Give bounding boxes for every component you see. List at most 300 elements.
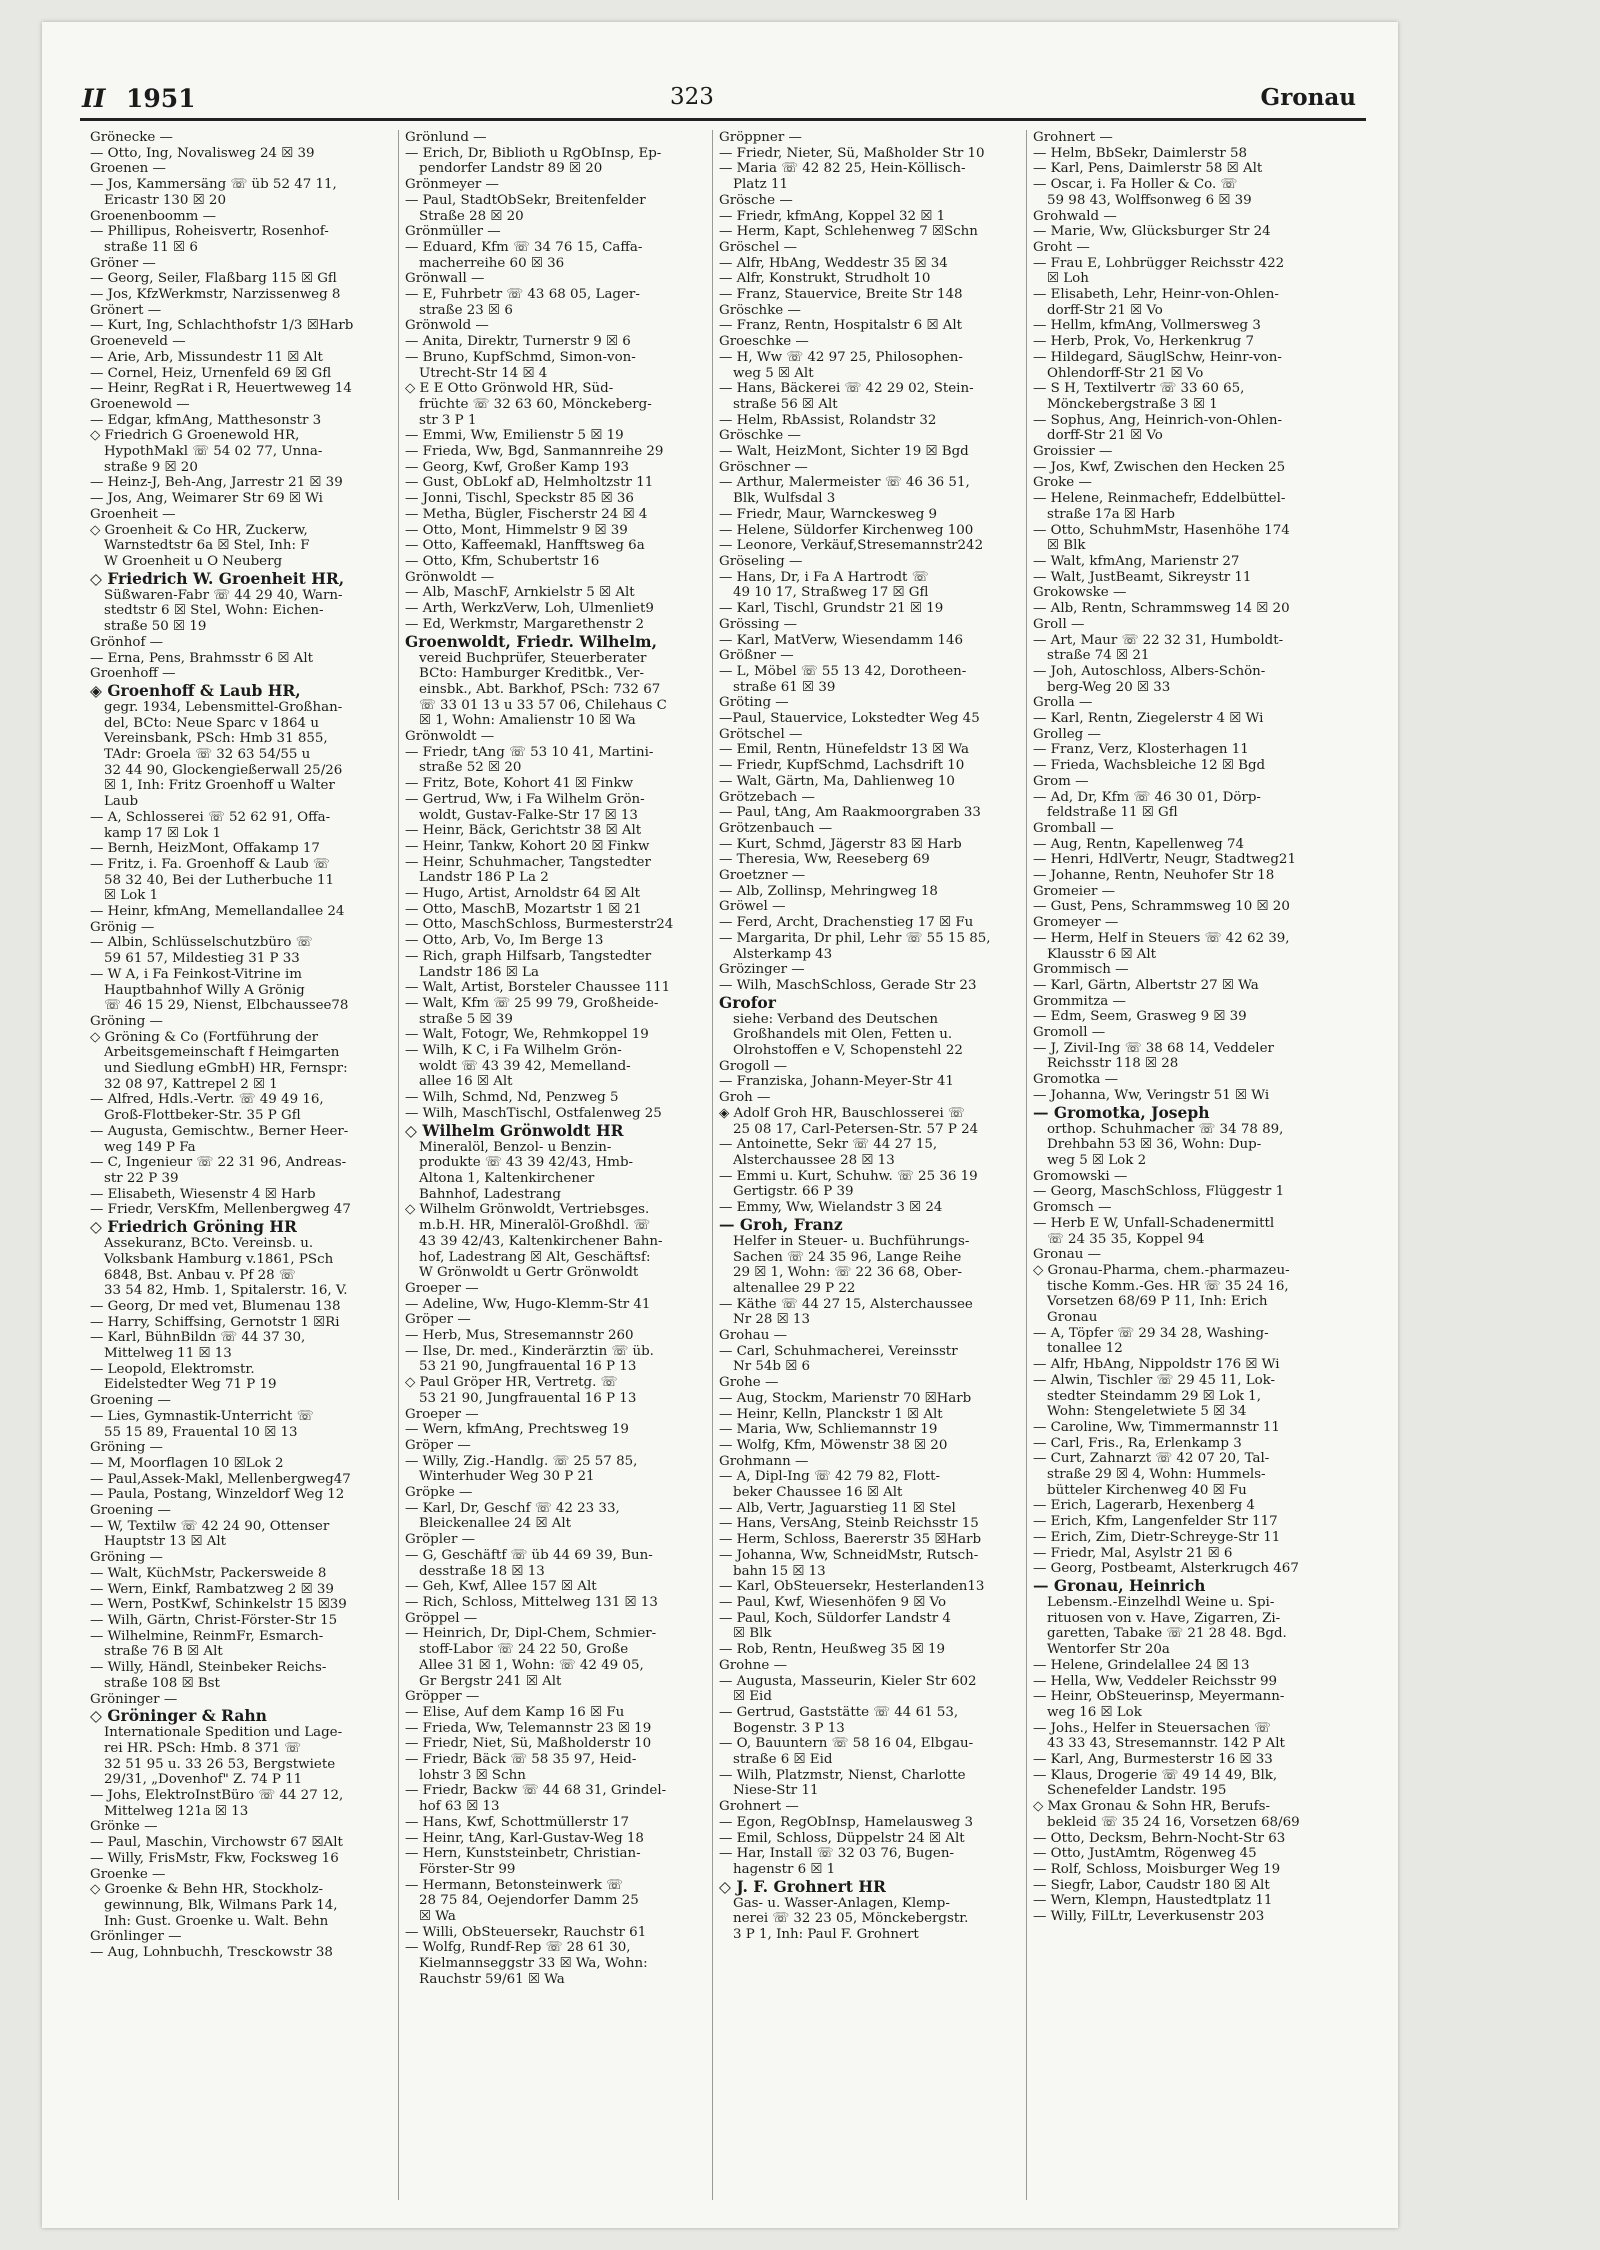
- directory-entry-continuation: ☒ Blk: [733, 1626, 772, 1642]
- directory-entry-line: — Rolf, Schloss, Moisburger Weg 19: [1033, 1861, 1281, 1877]
- directory-entry-line: — Paul, Maschin, Virchowstr 67 ☒Alt: [90, 1835, 343, 1851]
- directory-entry-continuation: TAdr: Groela ☏ 32 63 54/55 u: [104, 747, 311, 763]
- directory-entry-line: — Wilh, Platzmstr, Nienst, Charlotte: [719, 1767, 966, 1783]
- directory-entry-line: Gromeyer —: [1033, 915, 1119, 931]
- directory-entry-continuation: Kielmannseggstr 33 ☒ Wa, Wohn:: [419, 1956, 648, 1972]
- directory-entry-line: — Gertrud, Gaststätte ☏ 44 61 53,: [719, 1704, 959, 1720]
- directory-entry-line: — Wolfg, Rundf-Rep ☏ 28 61 30,: [405, 1940, 631, 1956]
- directory-entry-line: — Wern, kfmAng, Prechtsweg 19: [405, 1422, 629, 1438]
- directory-entry-line: Groissier —: [1033, 444, 1113, 460]
- directory-entry-heading: — Groh, Franz: [719, 1215, 843, 1234]
- directory-entry-continuation: Rauchstr 59/61 ☒ Wa: [419, 1971, 565, 1987]
- directory-entry-line: Grohau —: [719, 1328, 788, 1344]
- directory-entry-line: — Friedr, Bäck ☏ 58 35 97, Heid-: [405, 1752, 637, 1768]
- directory-entry-continuation: Süßwaren-Fabr ☏ 44 29 40, Warn-: [104, 587, 343, 603]
- directory-entry-continuation: altenallee 29 P 22: [733, 1280, 856, 1296]
- directory-entry-continuation: 43 39 42/43, Kaltenkirchener Bahn-: [419, 1233, 663, 1249]
- directory-entry-line: — Friedr, Niet, Sü, Maßholderstr 10: [405, 1736, 652, 1752]
- directory-entry-heading: ◇ J. F. Grohnert HR: [719, 1877, 886, 1896]
- directory-entry-line: Gromowski —: [1033, 1168, 1128, 1184]
- directory-entry-continuation: Gertigstr. 66 P 39: [733, 1184, 854, 1200]
- directory-entry-line: Grönig —: [90, 919, 155, 935]
- directory-entry-line: — Franz, Verz, Klosterhagen 11: [1033, 742, 1249, 758]
- directory-entry-line: Gromeier —: [1033, 883, 1116, 899]
- directory-entry-line: — Aug, Lohnbuchh, Tresckowstr 38: [90, 1945, 333, 1961]
- directory-entry-heading: ◇ Wilhelm Grönwoldt HR: [405, 1121, 624, 1140]
- directory-entry-line: Grönlund —: [405, 130, 487, 145]
- directory-entry-line: — Heinr, ObSteuerinsp, Meyermann-: [1033, 1689, 1285, 1705]
- directory-entry-line: Grötschel —: [719, 726, 803, 742]
- directory-entry-line: — Karl, Ang, Burmesterstr 16 ☒ 33: [1033, 1752, 1273, 1768]
- directory-entry-line: — O, Bauuntern ☏ 58 16 04, Elbgau-: [719, 1736, 974, 1752]
- directory-entry-continuation: 59 61 57, Mildestieg 31 P 33: [104, 951, 300, 967]
- directory-entry-line: Groenke —: [90, 1866, 166, 1882]
- directory-entry-line: — Heinr, Bäck, Gerichtstr 38 ☒ Alt: [405, 823, 642, 839]
- directory-entry-continuation: Mineralöl, Benzol- u Benzin-: [419, 1139, 612, 1155]
- directory-entry-line: — Helene, Süldorfer Kirchenweg 100: [719, 522, 974, 538]
- directory-entry-line: ◇ Max Gronau & Sohn HR, Berufs-: [1033, 1799, 1271, 1815]
- directory-entry-line: — Erich, Kfm, Langenfelder Str 117: [1033, 1514, 1278, 1530]
- directory-entry-line: — Wilh, Gärtn, Christ-Förster-Str 15: [90, 1612, 338, 1628]
- directory-entry-continuation: dorff-Str 21 ☒ Vo: [1047, 302, 1163, 318]
- directory-entry-continuation: bütteler Kirchenweg 40 ☒ Fu: [1047, 1482, 1247, 1498]
- directory-entry-continuation: tische Komm.-Ges. HR ☏ 35 24 16,: [1047, 1278, 1289, 1294]
- directory-entry-line: — Franz, Stauervice, Breite Str 148: [719, 287, 963, 303]
- directory-entry-line: — Erich, Lagerarb, Hexenberg 4: [1033, 1498, 1255, 1514]
- directory-entry-line: — Heinr, RegRat i R, Heuertweweg 14: [90, 381, 352, 397]
- directory-entry-continuation: Gas- u. Wasser-Anlagen, Klemp-: [733, 1895, 950, 1911]
- directory-entry-line: Größner —: [719, 648, 794, 664]
- directory-entry-continuation: Volksbank Hamburg v.1861, PSch: [104, 1251, 334, 1267]
- directory-entry-heading: Grofor: [719, 993, 776, 1012]
- directory-entry-continuation: gegr. 1934, Lebensmittel-Großhan-: [104, 699, 343, 715]
- directory-entry-line: — A, Töpfer ☏ 29 34 28, Washing-: [1033, 1325, 1269, 1341]
- directory-entry-line: — Otto, SchuhmMstr, Hasenhöhe 174: [1033, 522, 1290, 538]
- directory-entry-continuation: ☒ Wa: [419, 1909, 456, 1925]
- directory-entry-continuation: Ericastr 130 ☒ 20: [104, 192, 226, 208]
- directory-entry-line: — Karl, ObSteuersekr, Hesterlanden13: [719, 1579, 985, 1595]
- directory-entry-line: — Wern, PostKwf, Schinkelstr 15 ☒39: [90, 1597, 347, 1613]
- directory-entry-line: — Jos, KfzWerkmstr, Narzissenweg 8: [90, 287, 341, 303]
- directory-entry-line: — Otto, JustAmtm, Rögenweg 45: [1033, 1846, 1257, 1862]
- directory-entry-line: — W A, i Fa Feinkost-Vitrine im: [90, 966, 302, 982]
- directory-entry-line: Grönert —: [90, 302, 162, 318]
- directory-entry-continuation: 33 54 82, Hmb. 1, Spitalerstr. 16, V.: [104, 1283, 348, 1299]
- directory-entry-line: — A, Dipl-Ing ☏ 42 79 82, Flott-: [719, 1469, 941, 1485]
- directory-entry-line: — C, Ingenieur ☏ 22 31 96, Andreas-: [90, 1155, 347, 1171]
- directory-entry-line: Grönwoldt —: [405, 729, 495, 745]
- directory-entry-line: Grommitza —: [1033, 993, 1126, 1009]
- directory-entry-continuation: Hauptstr 13 ☒ Alt: [104, 1534, 227, 1550]
- directory-entry-line: — Bruno, KupfSchmd, Simon-von-: [405, 349, 636, 365]
- directory-entry-line: — Erna, Pens, Brahmsstr 6 ☒ Alt: [90, 650, 313, 666]
- directory-entry-line: — Hildegard, SäuglSchw, Heinr-von-: [1033, 349, 1282, 365]
- directory-entry-line: — Wern, Klempn, Haustedtplatz 11: [1033, 1893, 1273, 1909]
- directory-entry-line: — Kurt, Ing, Schlachthofstr 1/3 ☒Harb: [90, 318, 354, 334]
- directory-entry-continuation: 58 32 40, Bei der Lutherbuche 11: [104, 872, 334, 888]
- directory-entry-line: — Margarita, Dr phil, Lehr ☏ 55 15 85,: [719, 930, 991, 946]
- directory-entry-line: — M, Moorflagen 10 ☒Lok 2: [90, 1455, 284, 1471]
- directory-entry-line: — Sophus, Ang, Heinrich-von-Ohlen-: [1033, 412, 1283, 428]
- directory-entry-continuation: 29 ☒ 1, Wohn: ☏ 22 36 68, Ober-: [733, 1265, 963, 1281]
- directory-entry-line: ◇ Friedrich G Groenewold HR,: [90, 428, 300, 444]
- directory-entry-line: — Augusta, Masseurin, Kieler Str 602: [719, 1673, 977, 1689]
- directory-entry-line: — Paul, Kwf, Wiesenhöfen 9 ☒ Vo: [719, 1594, 947, 1610]
- directory-entry-continuation: stedtstr 6 ☒ Stel, Wohn: Eichen-: [104, 603, 324, 619]
- directory-entry-line: — Alb, MaschF, Arnkielstr 5 ☒ Alt: [405, 585, 635, 601]
- directory-entry-line: — Rich, graph Hilfsarb, Tangstedter: [405, 948, 652, 964]
- directory-entry-line: Gröschner —: [719, 459, 808, 475]
- page-header: [42, 84, 1398, 128]
- directory-entry-line: — Arie, Arb, Missundestr 11 ☒ Alt: [90, 349, 323, 365]
- directory-entry-continuation: Arbeitsgemeinschaft f Heimgarten: [104, 1045, 340, 1061]
- directory-entry-line: — Jos, Kwf, Zwischen den Hecken 25: [1033, 459, 1286, 475]
- directory-entry-line: — Käthe ☏ 44 27 15, Alsterchaussee: [719, 1296, 973, 1312]
- directory-entry-continuation: straße 23 ☒ 6: [419, 302, 513, 318]
- directory-entry-line: — Albin, Schlüsselschutzbüro ☏: [90, 935, 313, 951]
- directory-entry-line: — J, Zivil-Ing ☏ 38 68 14, Veddeler: [1033, 1040, 1274, 1056]
- directory-entry-line: — Johs, ElektroInstBüro ☏ 44 27 12,: [90, 1788, 344, 1804]
- directory-entry-continuation: pendorfer Landstr 89 ☒ 20: [419, 161, 603, 177]
- directory-entry-continuation: Wentorfer Str 20a: [1047, 1642, 1170, 1658]
- directory-entry-continuation: gewinnung, Blk, Wilmans Park 14,: [104, 1897, 338, 1913]
- directory-entry-continuation: weg 16 ☒ Lok: [1047, 1704, 1142, 1720]
- directory-entry-line: Grönmeyer —: [405, 177, 499, 193]
- directory-entry-continuation: Bahnhof, Ladestrang: [419, 1186, 561, 1202]
- directory-entry-line: — Frau E, Lohbrügger Reichsstr 422: [1033, 255, 1285, 271]
- directory-entry-line: — Wilh, MaschTischl, Ostfalenweg 25: [405, 1105, 662, 1121]
- directory-entry-continuation: stoff-Labor ☏ 24 22 50, Große: [419, 1642, 629, 1658]
- directory-entry-line: Grönwall —: [405, 271, 485, 287]
- directory-entry-line: — Carl, Fris., Ra, Erlenkamp 3: [1033, 1435, 1242, 1451]
- directory-entry-continuation: Internationale Spedition und Lage-: [104, 1725, 343, 1741]
- directory-entry-line: — Geh, Kwf, Allee 157 ☒ Alt: [405, 1579, 597, 1595]
- directory-entry-continuation: BCto: Hamburger Kreditbk., Ver-: [419, 666, 644, 682]
- directory-entry-line: Groeper —: [405, 1280, 479, 1296]
- directory-entry-continuation: Straße 28 ☒ 20: [419, 208, 524, 224]
- directory-entry-line: Groetzner —: [719, 868, 806, 884]
- directory-entry-line: Groh —: [719, 1090, 771, 1106]
- directory-entry-continuation: feldstraße 11 ☒ Gfl: [1047, 805, 1178, 821]
- running-head: Gronau: [1260, 84, 1356, 111]
- directory-entry-line: — Theresia, Ww, Reeseberg 69: [719, 852, 930, 868]
- directory-entry-continuation: garetten, Tabake ☏ 21 28 48. Bgd.: [1047, 1626, 1287, 1642]
- column-1: [84, 130, 386, 2200]
- directory-entry-line: — Cornel, Heiz, Urnenfeld 69 ☒ Gfl: [90, 365, 332, 381]
- directory-entry-line: — Carl, Schuhmacherei, Vereinsstr: [719, 1343, 958, 1359]
- directory-entry-continuation: hof, Ladestrang ☒ Alt, Geschäftsf:: [419, 1249, 651, 1265]
- directory-entry-continuation: 25 08 17, Carl-Petersen-Str. 57 P 24: [733, 1121, 979, 1137]
- directory-entry-continuation: ☒ Loh: [1047, 271, 1089, 287]
- directory-entry-line: — Hellm, kfmAng, Vollmersweg 3: [1033, 318, 1261, 334]
- directory-entry-line: — Herm, Helf in Steuers ☏ 42 62 39,: [1033, 930, 1290, 946]
- directory-entry-line: Gröting —: [719, 695, 789, 711]
- directory-entry-line: — Antoinette, Sekr ☏ 44 27 15,: [719, 1137, 938, 1153]
- directory-entry-continuation: Laub: [104, 794, 139, 810]
- directory-entry-line: Grönlinger —: [90, 1929, 182, 1945]
- directory-entry-continuation: ☒ Eid: [733, 1689, 772, 1705]
- directory-entry-continuation: straße 61 ☒ 39: [733, 679, 836, 695]
- directory-entry-line: Gröpler —: [405, 1532, 475, 1548]
- directory-entry-line: Grohmann —: [719, 1453, 809, 1469]
- directory-entry-line: Groenewold —: [90, 396, 190, 412]
- directory-entry-line: — Karl, BühnBildn ☏ 44 37 30,: [90, 1330, 306, 1346]
- volume-number: II: [82, 84, 106, 113]
- directory-entry-line: Grösche —: [719, 192, 793, 208]
- directory-entry-line: — Walt, Gärtn, Ma, Dahlienweg 10: [719, 773, 955, 789]
- directory-entry-continuation: nerei ☏ 32 23 05, Mönckebergstr.: [733, 1911, 969, 1927]
- directory-entry-heading: ◇ Gröninger & Rahn: [90, 1707, 267, 1726]
- directory-entry-line: Grönmüller —: [405, 224, 501, 240]
- year: 1951: [126, 84, 196, 113]
- directory-entry-continuation: tonallee 12: [1047, 1341, 1123, 1357]
- directory-entry-line: Grönke —: [90, 1819, 158, 1835]
- directory-entry-continuation: Inh: Gust. Groenke u. Walt. Behn: [104, 1913, 329, 1929]
- directory-entry-continuation: beker Chaussee 16 ☒ Alt: [733, 1485, 903, 1501]
- directory-entry-line: — Paul, StadtObSekr, Breitenfelder: [405, 192, 646, 208]
- directory-entry-continuation: HypothMakl ☏ 54 02 77, Unna-: [104, 444, 323, 460]
- directory-entry-continuation: m.b.H. HR, Mineralöl-Großhdl. ☏: [419, 1218, 651, 1234]
- directory-entry-line: — Leopold, Elektromstr.: [90, 1361, 255, 1377]
- page-number: 323: [670, 84, 714, 110]
- directory-entry-continuation: straße 6 ☒ Eid: [733, 1752, 833, 1768]
- directory-entry-line: — Friedr, kfmAng, Koppel 32 ☒ 1: [719, 208, 946, 224]
- directory-entry-line: — Arth, WerkzVerw, Loh, Ulmenliet9: [405, 601, 654, 617]
- directory-entry-line: — Friedr, Nieter, Sü, Maßholder Str 10: [719, 145, 985, 161]
- directory-entry-continuation: ☒ Blk: [1047, 538, 1086, 554]
- directory-entry-line: — Hans, Bäckerei ☏ 42 29 02, Stein-: [719, 381, 974, 397]
- directory-entry-line: — Herb, Mus, Stresemannstr 260: [405, 1328, 634, 1344]
- directory-entry-continuation: straße 5 ☒ 39: [419, 1011, 513, 1027]
- directory-entry-continuation: Hauptbahnhof Willy A Grönig: [104, 982, 305, 998]
- directory-entry-line: — Hugo, Artist, Arnoldstr 64 ☒ Alt: [405, 886, 641, 902]
- directory-entry-continuation: rei HR. PSch: Hmb. 8 371 ☏: [104, 1740, 302, 1756]
- directory-entry-continuation: kamp 17 ☒ Lok 1: [104, 825, 222, 841]
- directory-entry-line: — Emil, Schloss, Düppelstr 24 ☒ Alt: [719, 1830, 965, 1846]
- directory-entry-line: — Willy, Zig.-Handlg. ☏ 25 57 85,: [405, 1453, 638, 1469]
- directory-entry-continuation: stedter Steindamm 29 ☒ Lok 1,: [1047, 1388, 1261, 1404]
- directory-entry-continuation: lohstr 3 ☒ Schn: [419, 1767, 526, 1783]
- directory-entry-line: — Otto, MaschB, Mozartstr 1 ☒ 21: [405, 901, 642, 917]
- directory-entry-line: — Rich, Schloss, Mittelweg 131 ☒ 13: [405, 1594, 658, 1610]
- directory-entry-line: — Eduard, Kfm ☏ 34 76 15, Caffa-: [405, 239, 643, 255]
- directory-entry-line: — Otto, Kfm, Schubertstr 16: [405, 553, 600, 569]
- directory-entry-continuation: Utrecht-Str 14 ☒ 4: [419, 365, 548, 381]
- directory-entry-line: — Franziska, Johann-Meyer-Str 41: [719, 1074, 954, 1090]
- directory-entry-line: — Heinr, tAng, Karl-Gustav-Weg 18: [405, 1830, 644, 1846]
- directory-entry-line: Grommisch —: [1033, 962, 1129, 978]
- directory-entry-continuation: ☒ 1, Wohn: Amalienstr 10 ☒ Wa: [419, 713, 636, 729]
- directory-entry-line: Grohe —: [719, 1375, 779, 1391]
- directory-entry-line: — Ed, Werkmstr, Margarethenstr 2: [405, 616, 644, 632]
- directory-entry-line: Gromotka —: [1033, 1072, 1119, 1088]
- directory-entry-line: — Augusta, Gemischtw., Berner Heer-: [90, 1123, 349, 1139]
- directory-entry-continuation: Lebensm.-Einzelhdl Weine u. Spi-: [1047, 1594, 1275, 1610]
- directory-entry-continuation: del, BCto: Neue Sparc v 1864 u: [104, 715, 319, 731]
- directory-entry-line: Grönwoldt —: [405, 569, 495, 585]
- directory-entry-continuation: Ölrohstoffen e V, Schopenstehl 22: [733, 1043, 963, 1059]
- directory-page: [42, 22, 1398, 2228]
- directory-entry-line: — Marie, Ww, Glücksburger Str 24: [1033, 224, 1271, 240]
- directory-entry-continuation: siehe: Verband des Deutschen: [733, 1011, 939, 1027]
- directory-entry-heading: Groenwoldt, Friedr. Wilhelm,: [405, 632, 657, 651]
- directory-entry-line: — Jos, Kammersäng ☏ üb 52 47 11,: [90, 177, 337, 193]
- directory-entry-line: — Paul, Koch, Süldorfer Landstr 4: [719, 1610, 951, 1626]
- directory-entry-line: ◇ E E Otto Grönwold HR, Süd-: [405, 381, 614, 397]
- directory-entry-continuation: Mönckebergstraße 3 ☒ 1: [1047, 396, 1218, 412]
- directory-entry-line: — Wolfg, Kfm, Möwenstr 38 ☒ 20: [719, 1437, 948, 1453]
- directory-entry-line: — Alb, Vertr, Jaguarstieg 11 ☒ Stel: [719, 1500, 956, 1516]
- directory-entry-line: — Fritz, Bote, Kohort 41 ☒ Finkw: [405, 776, 634, 792]
- directory-entry-continuation: weg 149 P Fa: [104, 1139, 196, 1155]
- directory-entry-line: — Johanna, Ww, Veringstr 51 ☒ Wi: [1033, 1087, 1270, 1103]
- directory-entry-line: — Heinz-J, Beh-Ang, Jarrestr 21 ☒ 39: [90, 475, 343, 491]
- directory-entry-line: — Wilhelmine, ReinmFr, Esmarch-: [90, 1628, 324, 1644]
- directory-entry-continuation: rituosen von v. Have, Zigarren, Zi-: [1047, 1610, 1281, 1626]
- directory-entry-line: — W, Textilw ☏ 42 24 90, Ottenser: [90, 1518, 330, 1534]
- directory-entry-continuation: Großhandels mit Ölen, Fetten u.: [733, 1027, 953, 1043]
- directory-entry-line: Gröpke —: [405, 1485, 473, 1501]
- directory-entry-line: — Henri, HdlVertr, Neugr, Stadtweg21: [1033, 852, 1296, 868]
- directory-entry-line: Grolleg —: [1033, 726, 1101, 742]
- directory-entry-line: — Emmi, Ww, Emilienstr 5 ☒ 19: [405, 428, 624, 444]
- directory-entry-line: — Helene, Reinmachefr, Eddelbüttel-: [1033, 491, 1286, 507]
- directory-entry-continuation: woldt ☏ 43 39 42, Memelland-: [419, 1058, 631, 1074]
- directory-entry-heading: — Gromotka, Joseph: [1033, 1103, 1210, 1122]
- directory-entry-line: Gröpper —: [405, 1689, 480, 1705]
- directory-entry-line: — Lies, Gymnastik-Unterricht ☏: [90, 1408, 314, 1424]
- directory-entry-continuation: 29/31, „Dovenhof" Z. 74 P 11: [104, 1772, 303, 1788]
- directory-entry-line: — Herm, Schloss, Baererstr 35 ☒Harb: [719, 1532, 982, 1548]
- directory-entry-continuation: straße 17a ☒ Harb: [1047, 506, 1175, 522]
- directory-entry-continuation: ☒ Lok 1: [104, 888, 159, 904]
- column-3: [712, 130, 1015, 2200]
- directory-entry-line: Grönhof —: [90, 634, 164, 650]
- directory-entry-line: Groll —: [1033, 616, 1085, 632]
- directory-entry-continuation: 6848, Bst. Anbau v. Pf 28 ☏: [104, 1267, 296, 1283]
- directory-entry-line: Grohwald —: [1033, 208, 1117, 224]
- directory-entry-line: — Helm, RbAssist, Rolandstr 32: [719, 412, 937, 428]
- directory-entry-line: Gröschel —: [719, 239, 798, 255]
- directory-entry-line: — Paul, tAng, Am Raakmoorgraben 33: [719, 805, 981, 821]
- directory-entry-line: — Metha, Bügler, Fischerstr 24 ☒ 4: [405, 506, 648, 522]
- directory-entry-line: — Walt, JustBeamt, Sikreystr 11: [1033, 569, 1252, 585]
- directory-entry-line: — Alwin, Tischler ☏ 29 45 11, Lok-: [1033, 1372, 1276, 1388]
- directory-entry-line: Gromball —: [1033, 820, 1114, 836]
- directory-entry-line: Gröning —: [90, 1013, 163, 1029]
- directory-entry-line: — Hans, Kwf, Schottmüllerstr 17: [405, 1814, 630, 1830]
- directory-entry-line: — Maria ☏ 42 82 25, Hein-Köllisch-: [719, 161, 966, 177]
- directory-entry-line: — Georg, Seiler, Flaßbarg 115 ☒ Gfl: [90, 271, 337, 287]
- directory-entry-line: Grogoll —: [719, 1058, 788, 1074]
- directory-entry-continuation: einsbk., Abt. Barkhof, PSch: 732 67: [419, 681, 661, 697]
- directory-entry-line: — Georg, Postbeamt, Alsterkrugch 467: [1033, 1561, 1299, 1577]
- directory-entry-continuation: berg-Weg 20 ☒ 33: [1047, 679, 1171, 695]
- directory-entry-line: — Friedr, KupfSchmd, Lachsdrift 10: [719, 758, 965, 774]
- directory-entry-line: — Otto, Kaffeemakl, Hanfftsweg 6a: [405, 538, 645, 554]
- directory-entry-line: — Frieda, Ww, Bgd, Sanmannreihe 29: [405, 444, 664, 460]
- directory-entry-continuation: str 22 P 39: [104, 1171, 179, 1186]
- directory-entry-continuation: weg 5 ☒ Alt: [733, 365, 814, 381]
- directory-entry-continuation: Assekuranz, BCto. Vereinsb. u.: [104, 1236, 314, 1252]
- directory-entry-line: Groenheit —: [90, 506, 176, 522]
- directory-entry-continuation: Niese-Str 11: [733, 1783, 819, 1799]
- directory-entry-line: Grözinger —: [719, 962, 805, 978]
- directory-entry-heading: ◇ Friedrich W. Groenheit HR,: [90, 569, 345, 588]
- directory-entry-continuation: 3 P 1, Inh: Paul F. Grohnert: [733, 1927, 919, 1943]
- directory-entry-line: — Phillipus, Roheisvertr, Rosenhof-: [90, 224, 329, 240]
- directory-entry-line: — Paul,Assek-Makl, Mellenbergweg47: [90, 1471, 351, 1487]
- directory-entry-continuation: straße 56 ☒ Alt: [733, 396, 838, 412]
- directory-entry-line: — Hermann, Betonsteinwerk ☏: [405, 1877, 623, 1893]
- directory-entry-line: — Willi, ObSteuersekr, Rauchstr 61: [405, 1924, 647, 1940]
- directory-entry-line: — Johanne, Rentn, Neuhofer Str 18: [1033, 868, 1275, 884]
- directory-entry-line: — Egon, RegObInsp, Hamelausweg 3: [719, 1814, 973, 1830]
- directory-entry-continuation: Mittelweg 11 ☒ 13: [104, 1346, 232, 1362]
- directory-entry-line: — Gust, ObLokf aD, Helmholtzstr 11: [405, 475, 654, 491]
- directory-entry-line: — Emmy, Ww, Wielandstr 3 ☒ 24: [719, 1200, 943, 1216]
- directory-entry-line: — S H, Textilvertr ☏ 33 60 65,: [1033, 381, 1245, 397]
- directory-entry-continuation: produkte ☏ 43 39 42/43, Hmb-: [419, 1155, 634, 1171]
- directory-entry-line: — Jos, Ang, Weimarer Str 69 ☒ Wi: [90, 491, 323, 507]
- directory-entry-line: Grötzenbauch —: [719, 820, 833, 836]
- directory-entry-line: — Wilh, MaschSchloss, Gerade Str 23: [719, 977, 977, 993]
- directory-entry-continuation: Warnstedtstr 6a ☒ Stel, Inh: F: [104, 538, 310, 554]
- directory-entry-continuation: hof 63 ☒ 13: [419, 1799, 500, 1815]
- directory-entry-line: Gröper —: [405, 1312, 471, 1328]
- directory-entry-line: — Friedr, Maur, Warnckesweg 9: [719, 506, 938, 522]
- directory-entry-line: — Emil, Rentn, Hünefeldstr 13 ☒ Wa: [719, 742, 969, 758]
- directory-entry-line: — Otto, Mont, Himmelstr 9 ☒ 39: [405, 522, 628, 538]
- directory-entry-line: — Erich, Dr, Biblioth u RgObInsp, Ep-: [405, 145, 662, 161]
- directory-entry-continuation: Bleickenallee 24 ☒ Alt: [419, 1516, 572, 1532]
- directory-entry-continuation: orthop. Schuhmacher ☏ 34 78 89,: [1047, 1121, 1284, 1137]
- directory-entry-line: — Friedr, VersKfm, Mellenbergweg 47: [90, 1202, 351, 1218]
- directory-entry-line: — Wilh, K C, i Fa Wilhelm Grön-: [405, 1043, 622, 1059]
- directory-entry-line: — Erich, Zim, Dietr-Schreyge-Str 11: [1033, 1529, 1281, 1545]
- directory-entry-line: — Friedr, Mal, Asylstr 21 ☒ 6: [1033, 1545, 1233, 1561]
- directory-entry-continuation: straße 74 ☒ 21: [1047, 648, 1150, 664]
- directory-entry-continuation: straße 9 ☒ 20: [104, 459, 198, 475]
- directory-entry-continuation: 28 75 84, Oejendorfer Damm 25: [419, 1893, 639, 1909]
- directory-entry-continuation: Vereinsbank, PSch: Hmb 31 855,: [104, 731, 328, 747]
- directory-entry-line: — Karl, Gärtn, Albertstr 27 ☒ Wa: [1033, 977, 1259, 993]
- directory-entry-continuation: 53 21 90, Jungfrauental 16 P 13: [419, 1359, 637, 1375]
- directory-entry-line: — Herm, Kapt, Schlehenweg 7 ☒Schn: [719, 224, 978, 240]
- directory-entry-line: — Fritz, i. Fa. Groenhoff & Laub ☏: [90, 856, 330, 872]
- directory-entry-continuation: Landstr 186 P La 2: [419, 870, 549, 886]
- directory-entry-continuation: Mittelweg 121a ☒ 13: [104, 1803, 249, 1819]
- directory-entry-line: — Otto, Decksm, Behrn-Nocht-Str 63: [1033, 1830, 1286, 1846]
- directory-entry-continuation: 53 21 90, Jungfrauental 16 P 13: [419, 1390, 637, 1406]
- column-2: [398, 130, 701, 2200]
- directory-entry-continuation: Nr 28 ☒ 13: [733, 1312, 810, 1328]
- directory-entry-continuation: Sachen ☏ 24 35 96, Lange Reihe: [733, 1249, 962, 1265]
- directory-entry-line: Gröner —: [90, 255, 156, 271]
- directory-entry-line: — Oscar, i. Fa Holler & Co. ☏: [1033, 177, 1238, 193]
- directory-entry-line: — E, Fuhrbetr ☏ 43 68 05, Lager-: [405, 287, 640, 303]
- directory-entry-continuation: Nr 54b ☒ 6: [733, 1359, 811, 1375]
- directory-entry-continuation: woldt, Gustav-Falke-Str 17 ☒ 13: [419, 807, 638, 823]
- directory-entry-line: — Karl, MatVerw, Wiesendamm 146: [719, 632, 963, 648]
- directory-entry-line: — Alfr, Konstrukt, Strudholt 10: [719, 271, 931, 287]
- directory-entry-line: Groenhoff —: [90, 666, 176, 682]
- directory-entry-line: — Ferd, Archt, Drachenstieg 17 ☒ Fu: [719, 915, 974, 931]
- directory-entry-line: — Otto, MaschSchloss, Burmesterstr24: [405, 917, 674, 933]
- directory-entry-line: — Edm, Seem, Grasweg 9 ☒ 39: [1033, 1009, 1247, 1025]
- directory-entry-line: — Gertrud, Ww, i Fa Wilhelm Grön-: [405, 791, 645, 807]
- directory-entry-continuation: Allee 31 ☒ 1, Wohn: ☏ 42 49 05,: [419, 1657, 644, 1673]
